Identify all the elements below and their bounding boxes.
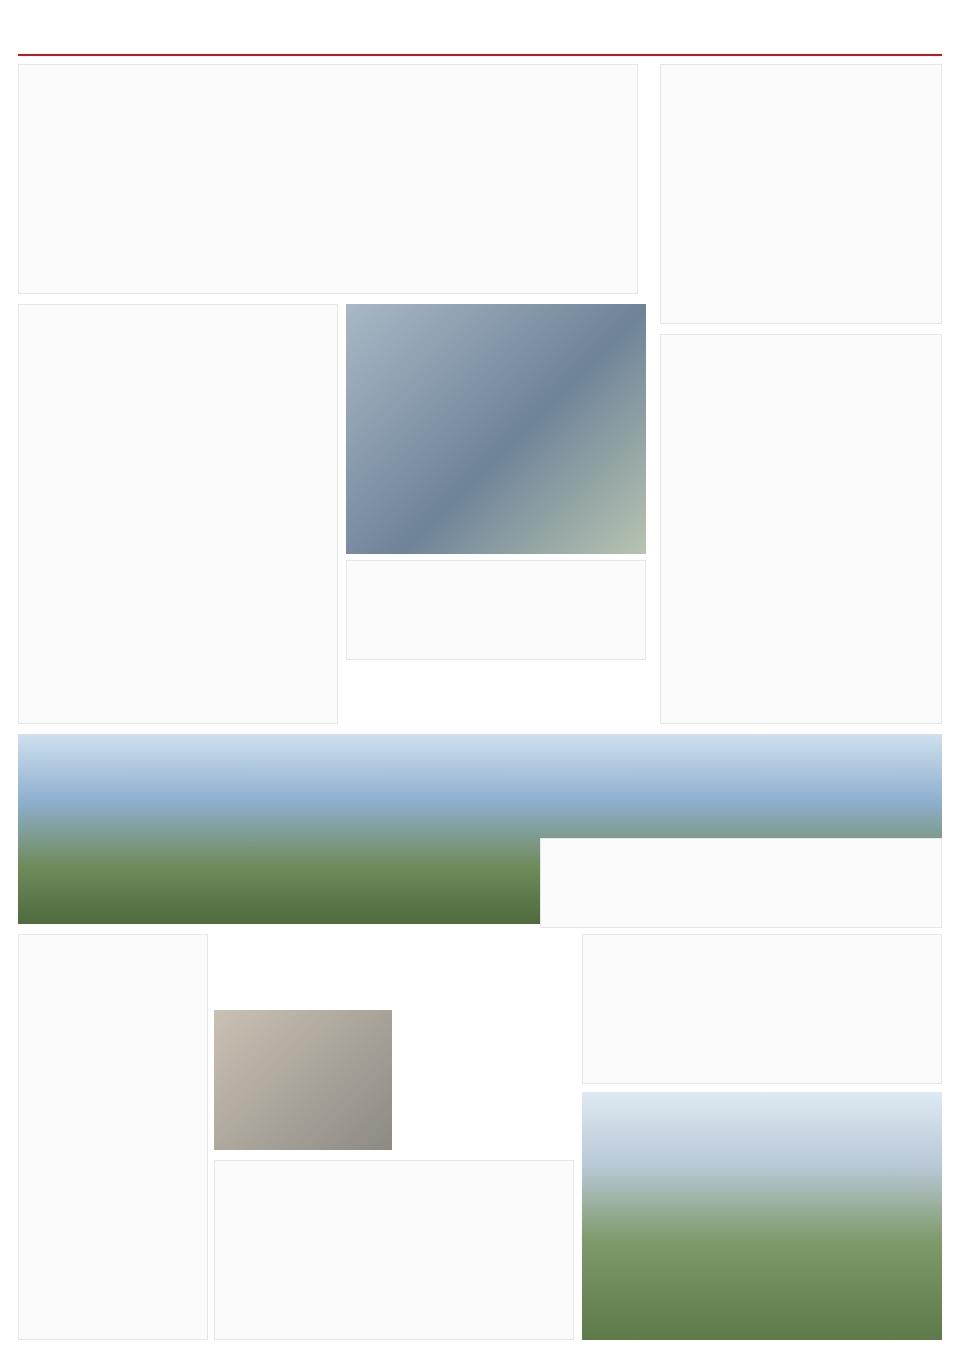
lower-middle-story (214, 1160, 574, 1340)
lower-right-story (582, 934, 942, 1084)
lower-left-story (18, 934, 208, 1340)
left-column-story (18, 304, 338, 724)
masthead (18, 12, 942, 56)
industrial-park-photo (582, 1092, 942, 1340)
service-hall-photo (214, 1010, 392, 1150)
feature-story-intro (540, 838, 942, 928)
exhibition-photo (346, 304, 646, 554)
right-column-story-top (660, 64, 942, 324)
lead-story (18, 64, 638, 294)
right-column-story-bottom (660, 334, 942, 724)
exhibition-photo-caption (346, 560, 646, 660)
